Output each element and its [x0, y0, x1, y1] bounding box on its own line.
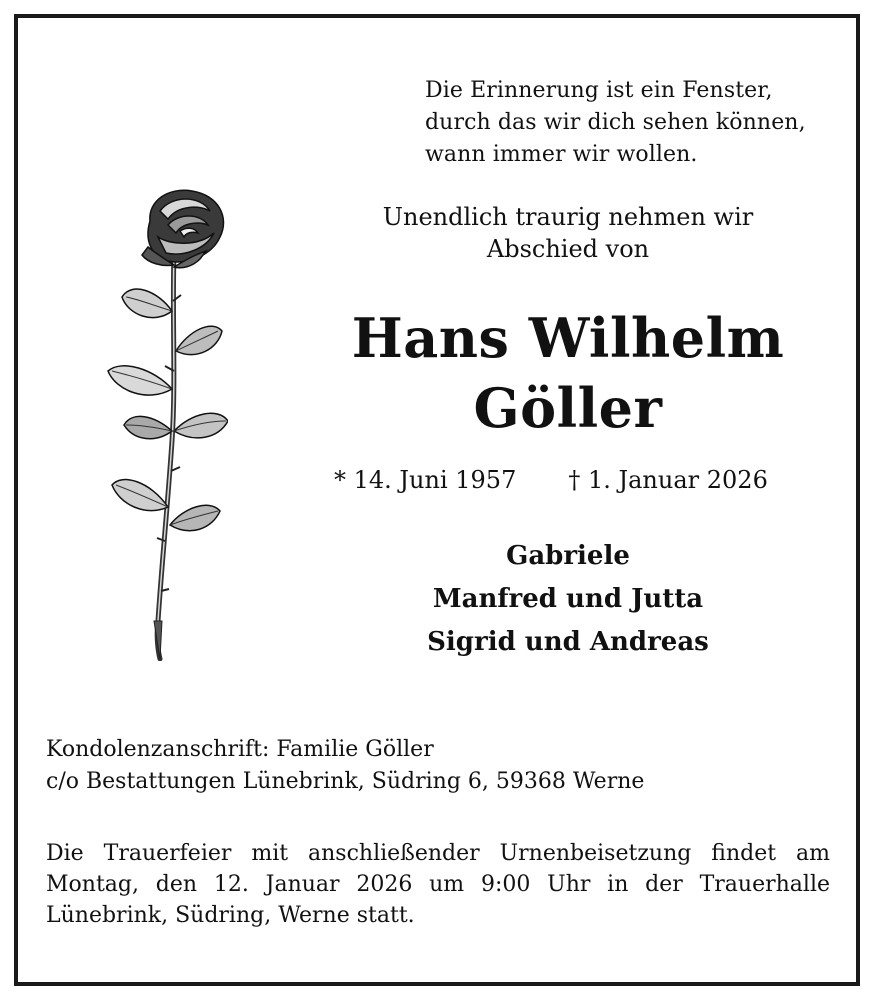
ceremony-info	[46, 838, 830, 931]
obituary-notice	[14, 14, 860, 986]
deceased-name-line: Hans Wilhelm	[351, 306, 785, 370]
ceremony-line: Die Trauerfeier mit anschließender Urnenbeisetzung findet am	[46, 841, 830, 866]
mourner-name: Gabriele	[506, 541, 630, 571]
memorial-quote	[425, 75, 806, 171]
intro-line: Abschied von	[486, 235, 650, 263]
quote-line: durch das wir dich sehen können,	[425, 110, 806, 135]
deceased-name	[308, 303, 828, 443]
ceremony-line: Lünebrink, Südring, Werne statt.	[46, 903, 415, 928]
mourner-name: Manfred und Jutta	[432, 584, 704, 614]
quote-line: Die Erinnerung ist ein Fenster,	[425, 78, 773, 103]
ceremony-line: Montag, den 12. Januar 2026 um 9:00 Uhr in der Trauerhalle	[46, 872, 830, 897]
deceased-surname: Göller	[473, 376, 663, 440]
address-line: c/o Bestattungen Lünebrink, Südring 6, 59368 Werne	[46, 769, 645, 794]
rose-icon	[88, 181, 228, 661]
death-date: † 1. Januar 2026	[568, 466, 768, 494]
mourner-name: Sigrid und Andreas	[427, 627, 709, 657]
mourners-list	[318, 535, 818, 664]
life-dates	[334, 464, 768, 496]
quote-line: wann immer wir wollen.	[425, 142, 698, 167]
address-line: Kondolenzanschrift: Familie Göller	[46, 737, 434, 762]
condolence-address	[46, 734, 644, 798]
birth-date: * 14. Juni 1957	[334, 466, 517, 494]
intro-line: Unendlich traurig nehmen wir	[382, 203, 754, 231]
farewell-intro	[318, 201, 818, 265]
